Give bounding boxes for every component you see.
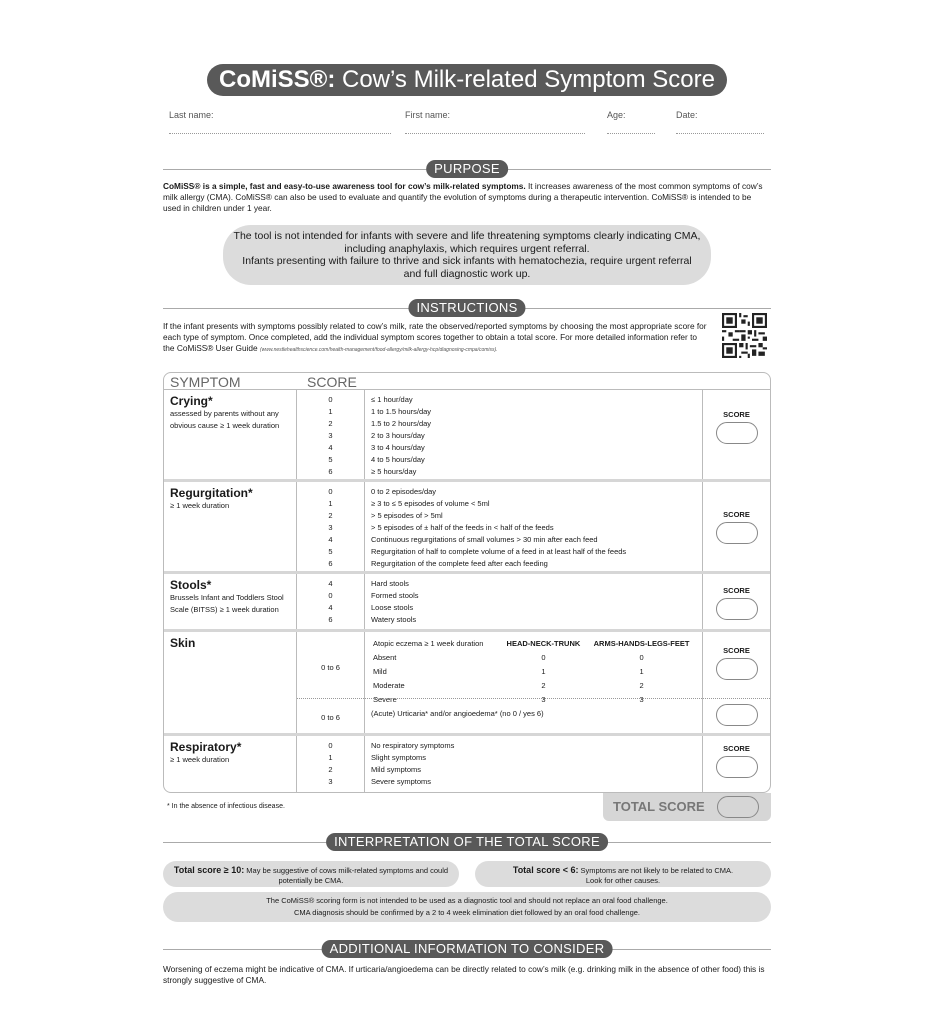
stools-items xyxy=(365,574,703,629)
regurgitation-name: Regurgitation* xyxy=(170,486,253,500)
skin-range: 0 to 6 xyxy=(321,663,340,672)
urticaria-range: 0 to 6 xyxy=(321,713,340,722)
eczema-label: Atopic eczema ≥ 1 week duration xyxy=(373,639,484,648)
col-arms-hands-legs-feet: ARMS-HANDS-LEGS-FEET xyxy=(593,639,690,648)
crying-symptom xyxy=(164,390,297,479)
last-name-field[interactable] xyxy=(169,110,391,134)
criterion: Slight symptoms xyxy=(371,753,427,762)
title-brand: CoMiSS®: xyxy=(218,66,336,93)
instructions-heading xyxy=(163,299,771,317)
respiratory-note: ≥ 1 week duration xyxy=(170,755,230,764)
score-value: 6 xyxy=(328,559,333,568)
diagnosis-note xyxy=(163,892,771,922)
total-score-label: TOTAL SCORE xyxy=(613,799,705,814)
score-label: SCORE xyxy=(723,586,750,595)
respiratory-symptom xyxy=(164,736,297,792)
interpretation-heading xyxy=(163,833,771,851)
score-value: 5 xyxy=(328,547,333,556)
criterion: 2 to 3 hours/day xyxy=(371,431,425,440)
page-title xyxy=(207,64,727,96)
score-label: SCORE xyxy=(723,510,750,519)
regurgitation-score-input[interactable] xyxy=(716,522,758,544)
notice-line-2: Infants presenting with failure to thrive and sick infants with hematochezia, require urgent referral and full diagnostic work up. xyxy=(242,255,692,280)
score-value: 3 xyxy=(328,431,333,440)
stools-score-cell xyxy=(703,574,770,629)
score-value: 1 xyxy=(541,667,546,676)
crying-scores xyxy=(297,390,365,479)
age-field[interactable] xyxy=(607,110,655,134)
age-line[interactable] xyxy=(607,128,655,134)
severity-level: Moderate xyxy=(373,681,405,690)
row-regurgitation xyxy=(164,482,770,574)
skin-symptom xyxy=(164,632,297,733)
col-head-neck-trunk: HEAD-NECK-TRUNK xyxy=(506,639,581,648)
score-value: 0 xyxy=(328,487,333,496)
footnote: * In the absence of infectious disease. xyxy=(167,803,285,810)
severity-level: Mild xyxy=(373,667,387,676)
patient-fields xyxy=(163,110,771,142)
criterion: 4 to 5 hours/day xyxy=(371,455,425,464)
score-value: 4 xyxy=(328,579,333,588)
skin-score-cell xyxy=(703,632,770,733)
title-area xyxy=(163,64,771,96)
skin-scores xyxy=(297,632,365,733)
score-value: 1 xyxy=(328,407,333,416)
col-score: SCORE xyxy=(307,374,357,390)
purpose-bold: CoMiSS® is a simple, fast and easy-to-use awareness tool for cow’s milk-related symptoms. xyxy=(163,181,526,191)
purpose-title: PURPOSE xyxy=(426,160,508,178)
symptom-table xyxy=(163,372,771,793)
qr-code-icon[interactable] xyxy=(722,313,767,358)
score-value: 4 xyxy=(328,603,333,612)
notice-line-1: The tool is not intended for infants with severe and life threatening symptoms clearly indicating CMA, including anaphylaxis, which requires urgent referral. xyxy=(233,230,701,255)
severity-level: Severe xyxy=(373,695,397,704)
instructions-block xyxy=(163,321,771,356)
additional-heading xyxy=(163,940,771,958)
regurgitation-note: ≥ 1 week duration xyxy=(170,501,230,510)
note-line-1: The CoMiSS® scoring form is not intended to be used as a diagnostic tool and should not replace an oral food challenge. xyxy=(266,896,668,905)
stools-score-input[interactable] xyxy=(716,598,758,620)
first-name-line[interactable] xyxy=(405,128,585,134)
row-crying xyxy=(164,390,770,482)
respiratory-items xyxy=(365,736,703,792)
criterion: Continuous regurgitations of small volumes > 30 min after each feed xyxy=(371,535,598,544)
low-bold: Total score < 6: xyxy=(512,865,579,875)
interpretation-pills xyxy=(163,861,771,887)
regurgitation-score-cell xyxy=(703,482,770,571)
interpretation-title: INTERPRETATION OF THE TOTAL SCORE xyxy=(326,833,608,851)
score-value: 2 xyxy=(328,511,333,520)
criterion: > 5 episodes of ± half of the feeds in < half of the feeds xyxy=(371,523,554,532)
instructions-text xyxy=(163,321,708,356)
score-value: 2 xyxy=(541,681,546,690)
total-row xyxy=(163,793,771,821)
purpose-heading xyxy=(163,160,771,178)
score-value: 4 xyxy=(328,443,333,452)
stools-name: Stools* xyxy=(170,578,212,592)
score-value: 6 xyxy=(328,615,333,624)
criterion: Watery stools xyxy=(371,615,417,624)
crying-items xyxy=(365,390,703,479)
criterion: 0 to 2 episodes/day xyxy=(371,487,437,496)
first-name-field[interactable] xyxy=(405,110,585,134)
score-low-pill xyxy=(475,861,771,887)
criterion: Severe symptoms xyxy=(371,777,432,786)
regurgitation-symptom xyxy=(164,482,297,571)
score-value: 1 xyxy=(328,499,333,508)
respiratory-name: Respiratory* xyxy=(170,740,242,754)
additional-title: ADDITIONAL INFORMATION TO CONSIDER xyxy=(322,940,613,958)
criterion: Loose stools xyxy=(371,603,414,612)
row-skin xyxy=(164,632,770,736)
last-name-label: Last name: xyxy=(169,110,214,120)
row-respiratory xyxy=(164,736,770,792)
respiratory-score-cell xyxy=(703,736,770,792)
high-bold: Total score ≥ 10: xyxy=(173,865,245,875)
score-high-pill xyxy=(163,861,459,887)
user-guide-link[interactable]: (www.nestlehealthscience.com/health-management/food-allergy/milk-allergy-hcp/diagnosing-cmpa/comiss). xyxy=(259,347,498,353)
score-value: 1 xyxy=(639,667,644,676)
score-value: 0 xyxy=(541,653,546,662)
score-label: SCORE xyxy=(723,646,750,655)
score-value: 0 xyxy=(639,653,644,662)
comiss-form xyxy=(163,64,771,986)
crying-name: Crying* xyxy=(170,394,213,408)
instructions-title: INSTRUCTIONS xyxy=(408,299,525,317)
criterion: Regurgitation of half to complete volume of a feed in at least half of the feeds xyxy=(371,547,627,556)
crying-score-cell xyxy=(703,390,770,479)
divider xyxy=(703,698,770,699)
crying-score-input[interactable] xyxy=(716,422,758,444)
criterion: No respiratory symptoms xyxy=(371,741,455,750)
first-name-label: First name: xyxy=(405,110,451,120)
respiratory-score-input[interactable] xyxy=(716,756,758,778)
score-value: 0 xyxy=(328,741,333,750)
regurgitation-items xyxy=(365,482,703,571)
col-symptom: SYMPTOM xyxy=(170,374,241,390)
criterion: ≥ 3 to ≤ 5 episodes of volume < 5ml xyxy=(371,499,490,508)
urticaria-text: (Acute) Urticaria* and/or angioedema* (no 0 / yes 6) xyxy=(371,709,544,718)
criterion: > 5 episodes of > 5ml xyxy=(371,511,443,520)
stools-note: Brussels Infant and Toddlers Stool Scale (BITSS) ≥ 1 week duration xyxy=(170,593,284,614)
score-value: 3 xyxy=(541,695,546,704)
instructions-body: If the infant presents with symptoms possibly related to cow’s milk, rate the observed/reported symptoms by choosing the most appropriate score for each type of symptom. Once completed, add the individual symptom scores together to obtain a total score. For more detailed information refer to the CoMiSS® User Guide xyxy=(163,321,707,353)
score-value: 5 xyxy=(328,455,333,464)
total-score-panel xyxy=(603,793,771,821)
severity-level: Absent xyxy=(373,653,397,662)
high-text: May be suggestive of cows milk-related symptoms and could potentially be CMA. xyxy=(244,866,449,885)
criterion: ≥ 5 hours/day xyxy=(371,467,417,476)
respiratory-scores xyxy=(297,736,365,792)
skin-name: Skin xyxy=(170,636,196,650)
date-line[interactable] xyxy=(676,128,764,134)
urticaria-score-input[interactable] xyxy=(716,704,758,726)
note-line-2: CMA diagnosis should be confirmed by a 2 to 4 week elimination diet followed by an oral food challenge. xyxy=(293,908,641,917)
criterion: Formed stools xyxy=(371,591,419,600)
criterion: Mild symptoms xyxy=(371,765,422,774)
criterion: 3 to 4 hours/day xyxy=(371,443,425,452)
skin-items xyxy=(365,632,703,733)
additional-text: Worsening of eczema might be indicative of CMA. If urticaria/angioedema can be directly related to cow’s milk (e.g. drinking milk in the absence of other food) this is strongly suggestive of CMA. xyxy=(163,964,765,985)
title-rest: Cow’s Milk-related Symptom Score xyxy=(342,66,715,93)
regurgitation-scores xyxy=(297,482,365,571)
score-label: SCORE xyxy=(723,744,750,753)
crying-note: assessed by parents without any obvious cause ≥ 1 week duration xyxy=(170,409,280,430)
eczema-score-input[interactable] xyxy=(716,658,758,680)
warning-notice xyxy=(223,225,711,285)
date-field[interactable] xyxy=(676,110,764,134)
score-value: 6 xyxy=(328,467,333,476)
purpose-text xyxy=(163,181,771,214)
score-value: 0 xyxy=(328,591,333,600)
score-value: 2 xyxy=(328,419,333,428)
divider xyxy=(365,698,702,699)
score-value: 2 xyxy=(639,681,644,690)
score-value: 2 xyxy=(328,765,333,774)
row-stools xyxy=(164,574,770,632)
score-value: 1 xyxy=(328,753,333,762)
score-value: 3 xyxy=(328,777,333,786)
purpose-body: It increases awareness of the most common symptoms of cow’s milk allergy (CMA). CoMiSS® can also be used to evaluate and quantify the evolution of symptoms during a therapeutic intervention. CoMiSS® is intended to be used in children under 1 year. xyxy=(163,181,763,213)
score-value: 3 xyxy=(639,695,644,704)
stools-symptom xyxy=(164,574,297,629)
criterion: ≤ 1 hour/day xyxy=(371,395,413,404)
age-label: Age: xyxy=(607,110,626,120)
score-value: 0 xyxy=(328,395,333,404)
last-name-line[interactable] xyxy=(169,128,391,134)
divider xyxy=(297,698,364,699)
score-label: SCORE xyxy=(723,410,750,419)
table-header xyxy=(164,373,770,390)
score-value: 4 xyxy=(328,535,333,544)
criterion: 1.5 to 2 hours/day xyxy=(371,419,432,428)
stools-scores xyxy=(297,574,365,629)
criterion: 1 to 1.5 hours/day xyxy=(371,407,432,416)
criterion: Regurgitation of the complete feed after each feeding xyxy=(371,559,548,568)
score-value: 3 xyxy=(328,523,333,532)
total-score-input[interactable] xyxy=(717,796,759,818)
date-label: Date: xyxy=(676,110,698,120)
criterion: Hard stools xyxy=(371,579,409,588)
low-text: Symptoms are not likely to be related to CMA. Look for other causes. xyxy=(578,866,734,885)
